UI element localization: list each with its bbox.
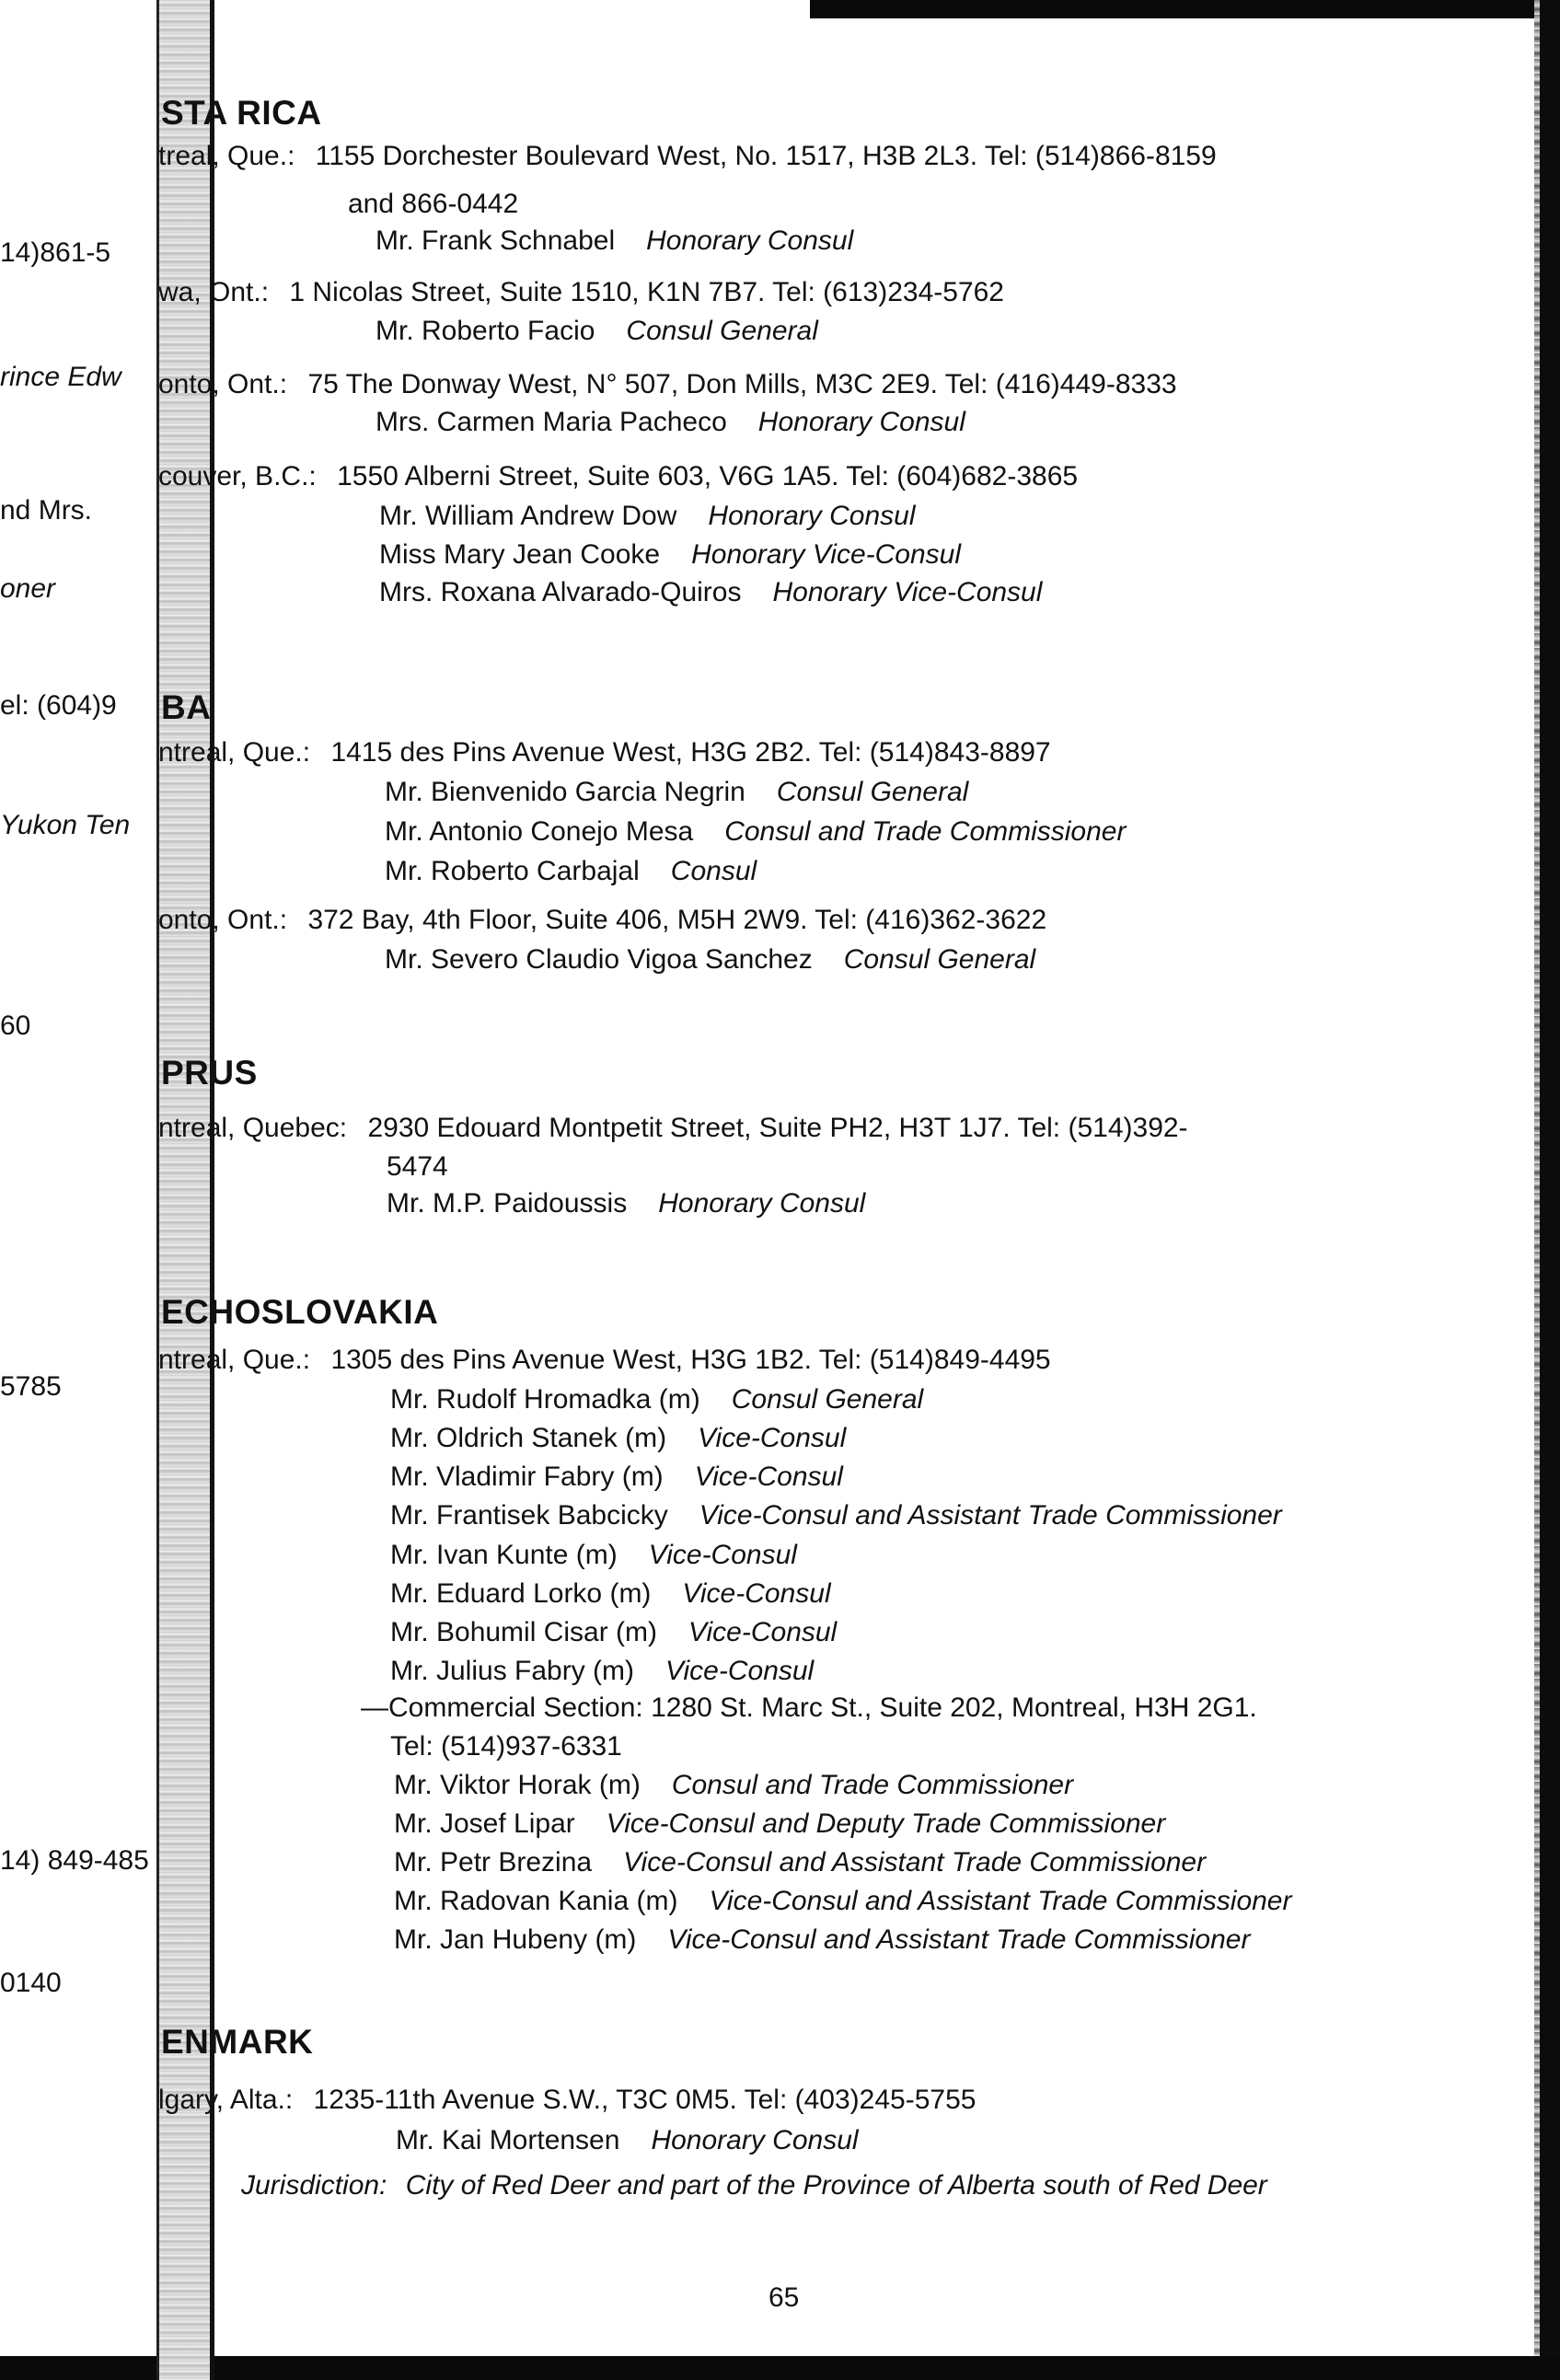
city-label: onto, Ont.: bbox=[158, 369, 288, 399]
consul-title: Vice-Consul and Assistant Trade Commissioner bbox=[667, 1924, 1251, 1955]
consul-entry bbox=[376, 315, 818, 348]
consul-entry bbox=[379, 500, 916, 533]
jurisdiction-note bbox=[241, 2169, 1267, 2202]
consul-name: Mr. Ivan Kunte (m) bbox=[390, 1540, 618, 1570]
address: 75 The Donway West, N° 507, Don Mills, M3C 2E9. Tel: (416)449-8333 bbox=[307, 369, 1177, 399]
country-heading: STA RICA bbox=[161, 94, 322, 132]
left-fragment: nd Mrs. bbox=[0, 495, 93, 526]
consul-entry bbox=[394, 1808, 1165, 1841]
consulate-location bbox=[158, 460, 1078, 493]
consul-name: Mr. Viktor Horak (m) bbox=[394, 1770, 641, 1800]
consul-entry bbox=[390, 1577, 831, 1611]
consul-name: Mr. Severo Claudio Vigoa Sanchez bbox=[385, 944, 813, 975]
consul-entry bbox=[396, 2124, 859, 2157]
page-number: 65 bbox=[768, 2282, 800, 2313]
consul-title: Consul General bbox=[776, 777, 969, 807]
left-fragment: rince Edw bbox=[0, 362, 121, 392]
consulate-location bbox=[158, 736, 1051, 769]
jurisdiction-text: City of Red Deer and part of the Province of Alberta south of Red Deer bbox=[405, 2170, 1267, 2201]
city-label: ntreal, Que.: bbox=[158, 1345, 311, 1375]
consul-title: Honorary Vice-Consul bbox=[772, 577, 1043, 607]
city-label: lgary, Alta.: bbox=[158, 2085, 294, 2115]
city-label: onto, Ont.: bbox=[158, 905, 288, 935]
consul-title: Vice-Consul bbox=[698, 1423, 847, 1453]
commercial-section: —Commercial Section: 1280 St. Marc St., Suite 202, Montreal, H3H 2G1. bbox=[361, 1693, 1257, 1723]
address: 1415 des Pins Avenue West, H3G 2B2. Tel: (514)843-8897 bbox=[330, 737, 1051, 768]
consul-name: Mr. Kai Mortensen bbox=[396, 2125, 620, 2155]
consul-name: Mr. Radovan Kania (m) bbox=[394, 1886, 678, 1916]
consul-title: Honorary Vice-Consul bbox=[691, 539, 962, 570]
consul-name: Mrs. Carmen Maria Pacheco bbox=[376, 407, 727, 437]
consul-name: Mr. Bienvenido Garcia Negrin bbox=[385, 777, 745, 807]
consul-entry bbox=[394, 1924, 1250, 1957]
consul-name: Mr. M.P. Paidoussis bbox=[387, 1188, 628, 1219]
left-fragment: el: (604)9 bbox=[0, 690, 117, 721]
left-fragment: 0140 bbox=[0, 1968, 62, 1998]
address: 1550 Alberni Street, Suite 603, V6G 1A5. Tel: (604)682-3865 bbox=[337, 461, 1079, 491]
address: 1235-11th Avenue S.W., T3C 0M5. Tel: (403)245-5755 bbox=[313, 2085, 976, 2115]
consul-name: Mr. Antonio Conejo Mesa bbox=[385, 816, 694, 847]
consul-entry bbox=[376, 406, 965, 439]
consul-entry bbox=[385, 943, 1035, 976]
left-fragment: 5785 bbox=[0, 1371, 62, 1402]
consul-title: Consul and Trade Commissioner bbox=[671, 1770, 1074, 1800]
consul-name: Mr. Rudolf Hromadka (m) bbox=[390, 1384, 700, 1415]
address-continued: and 866-0442 bbox=[348, 189, 519, 219]
consul-entry bbox=[390, 1655, 814, 1688]
consul-title: Vice-Consul bbox=[688, 1617, 838, 1647]
address: 1 Nicolas Street, Suite 1510, K1N 7B7. Tel: (613)234-5762 bbox=[289, 277, 1004, 307]
consul-title: Vice-Consul bbox=[694, 1462, 843, 1492]
consul-name: Mr. Oldrich Stanek (m) bbox=[390, 1423, 667, 1453]
left-fragment: Yukon Ten bbox=[0, 810, 131, 840]
consul-entry bbox=[390, 1422, 846, 1455]
city-label: ntreal, Que.: bbox=[158, 737, 311, 768]
consul-entry bbox=[385, 776, 968, 809]
address: 2930 Edouard Montpetit Street, Suite PH2, H3T 1J7. Tel: (514)392- bbox=[367, 1113, 1188, 1143]
consul-entry bbox=[394, 1885, 1292, 1918]
consulate-location bbox=[158, 140, 1217, 173]
consul-entry bbox=[390, 1616, 837, 1649]
consul-title: Consul bbox=[670, 856, 757, 886]
consul-title: Vice-Consul and Assistant Trade Commissioner bbox=[623, 1847, 1207, 1877]
left-fragment: 14)861-5 bbox=[0, 237, 111, 268]
consul-title: Consul and Trade Commissioner bbox=[724, 816, 1127, 847]
consul-entry bbox=[394, 1846, 1206, 1879]
address-continued: 5474 bbox=[387, 1151, 448, 1182]
consul-title: Honorary Consul bbox=[658, 1188, 866, 1219]
consul-entry bbox=[394, 1769, 1073, 1802]
consul-entry bbox=[390, 1539, 797, 1572]
city-label: wa, Ont.: bbox=[158, 277, 270, 307]
consul-name: Miss Mary Jean Cooke bbox=[379, 539, 661, 570]
address: 1305 des Pins Avenue West, H3G 1B2. Tel: (514)849-4495 bbox=[330, 1345, 1051, 1375]
consul-title: Vice-Consul and Deputy Trade Commissioner bbox=[606, 1808, 1166, 1839]
consul-title: Honorary Consul bbox=[651, 2125, 859, 2155]
consul-title: Consul General bbox=[731, 1384, 924, 1415]
left-fragment: 60 bbox=[0, 1011, 31, 1041]
consul-entry bbox=[379, 576, 1042, 609]
consul-entry bbox=[390, 1499, 1282, 1532]
consul-title: Vice-Consul bbox=[648, 1540, 797, 1570]
consul-name: Mr. Roberto Carbajal bbox=[385, 856, 640, 886]
consul-name: Mr. Bohumil Cisar (m) bbox=[390, 1617, 658, 1647]
consul-entry bbox=[385, 815, 1126, 849]
consul-name: Mr. Jan Hubeny (m) bbox=[394, 1924, 637, 1955]
consul-title: Vice-Consul and Assistant Trade Commissioner bbox=[699, 1500, 1282, 1531]
city-label: treal, Que.: bbox=[158, 141, 295, 171]
left-fragment: 14) 849-485 bbox=[0, 1845, 149, 1876]
consul-name: Mr. Frank Schnabel bbox=[376, 225, 616, 256]
consul-name: Mr. William Andrew Dow bbox=[379, 501, 677, 531]
consul-name: Mr. Vladimir Fabry (m) bbox=[390, 1462, 664, 1492]
consul-entry bbox=[390, 1383, 923, 1416]
consul-title: Vice-Consul and Assistant Trade Commissioner bbox=[709, 1886, 1292, 1916]
address: 1155 Dorchester Boulevard West, No. 1517, H3B 2L3. Tel: (514)866-8159 bbox=[315, 141, 1217, 171]
consul-name: Mr. Eduard Lorko (m) bbox=[390, 1578, 652, 1609]
consul-name: Mr. Josef Lipar bbox=[394, 1808, 575, 1839]
consul-entry bbox=[385, 855, 757, 888]
country-heading: ECHOSLOVAKIA bbox=[161, 1293, 439, 1331]
consul-name: Mr. Roberto Facio bbox=[376, 316, 595, 346]
address: 372 Bay, 4th Floor, Suite 406, M5H 2W9. Tel: (416)362-3622 bbox=[307, 905, 1047, 935]
country-heading: PRUS bbox=[161, 1054, 258, 1092]
consulate-location bbox=[158, 904, 1046, 937]
consul-title: Vice-Consul bbox=[665, 1656, 815, 1686]
country-heading: ENMARK bbox=[161, 2023, 314, 2061]
consul-title: Consul General bbox=[843, 944, 1036, 975]
city-label: couver, B.C.: bbox=[158, 461, 317, 491]
consul-entry bbox=[390, 1461, 843, 1494]
consul-entry bbox=[379, 538, 961, 572]
consul-name: Mrs. Roxana Alvarado-Quiros bbox=[379, 577, 742, 607]
consulate-location bbox=[158, 276, 1004, 309]
commercial-tel: Tel: (514)937-6331 bbox=[390, 1731, 622, 1762]
consul-title: Honorary Consul bbox=[708, 501, 916, 531]
consulate-location bbox=[158, 1344, 1051, 1377]
consul-name: Mr. Julius Fabry (m) bbox=[390, 1656, 635, 1686]
consulate-location bbox=[158, 2084, 976, 2117]
consul-title: Vice-Consul bbox=[682, 1578, 831, 1609]
consulate-location bbox=[158, 368, 1177, 401]
consul-entry bbox=[376, 225, 853, 258]
consulate-location bbox=[158, 1112, 1188, 1145]
city-label: ntreal, Quebec: bbox=[158, 1113, 348, 1143]
consul-name: Mr. Petr Brezina bbox=[394, 1847, 593, 1877]
jurisdiction-label: Jurisdiction: bbox=[241, 2170, 387, 2201]
consul-title: Honorary Consul bbox=[646, 225, 854, 256]
consul-title: Consul General bbox=[626, 316, 818, 346]
consul-name: Mr. Frantisek Babcicky bbox=[390, 1500, 668, 1531]
country-heading: BA bbox=[161, 688, 212, 726]
left-fragment: oner bbox=[0, 573, 56, 604]
consul-entry bbox=[387, 1187, 865, 1220]
consul-title: Honorary Consul bbox=[757, 407, 965, 437]
